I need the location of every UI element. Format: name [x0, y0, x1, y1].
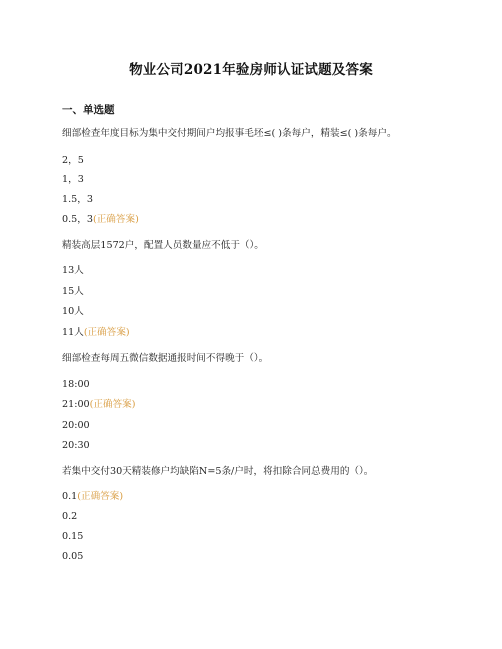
question-4-option-1 — [62, 491, 123, 503]
question-1-option-3: 1.5，3 — [62, 194, 93, 205]
option-text: 0.1 — [62, 491, 78, 502]
question-3-option-4: 20:30 — [62, 440, 90, 451]
question-4-option-2: 0.2 — [62, 511, 78, 522]
correct-answer-tag: (正确答案) — [77, 491, 124, 502]
question-2-option-1: 13人 — [62, 265, 84, 276]
question-2-text: 精装高层1572户，配置人员数量应不低于（）。 — [62, 240, 264, 251]
question-2-option-2: 15人 — [62, 286, 84, 297]
question-3-option-2 — [62, 399, 136, 411]
question-3-option-3: 20:00 — [62, 420, 90, 431]
section-heading-single-choice: 一、单选题 — [62, 104, 115, 116]
question-1-option-1: 2，5 — [62, 155, 84, 166]
question-1-text: 细部检查年度目标为集中交付期间户均报事毛坯≤( )条每户，精装≤( )条每户。 — [62, 128, 397, 139]
question-4-option-4: 0.05 — [62, 551, 84, 562]
question-2-option-3: 10人 — [62, 306, 84, 317]
question-4-text: 若集中交付30天精装修户均缺陷N=5条/户时，将扣除合同总费用的（）。 — [62, 466, 374, 477]
correct-answer-tag: (正确答案) — [83, 327, 130, 338]
question-2-option-4 — [62, 327, 130, 339]
document-title: 物业公司2021年验房师认证试题及答案 — [129, 62, 373, 78]
question-1-option-4 — [62, 214, 139, 226]
correct-answer-tag: (正确答案) — [92, 214, 139, 225]
option-text: 11人 — [62, 327, 84, 338]
question-1-option-2: 1，3 — [62, 174, 84, 185]
question-3-text: 细部检查每周五微信数据通报时间不得晚于（）。 — [62, 353, 269, 364]
option-text: 21:00 — [62, 399, 90, 410]
question-4-option-3: 0.15 — [62, 531, 84, 542]
correct-answer-tag: (正确答案) — [89, 399, 136, 410]
question-3-option-1: 18:00 — [62, 379, 90, 390]
option-text: 0.5，3 — [62, 214, 93, 225]
